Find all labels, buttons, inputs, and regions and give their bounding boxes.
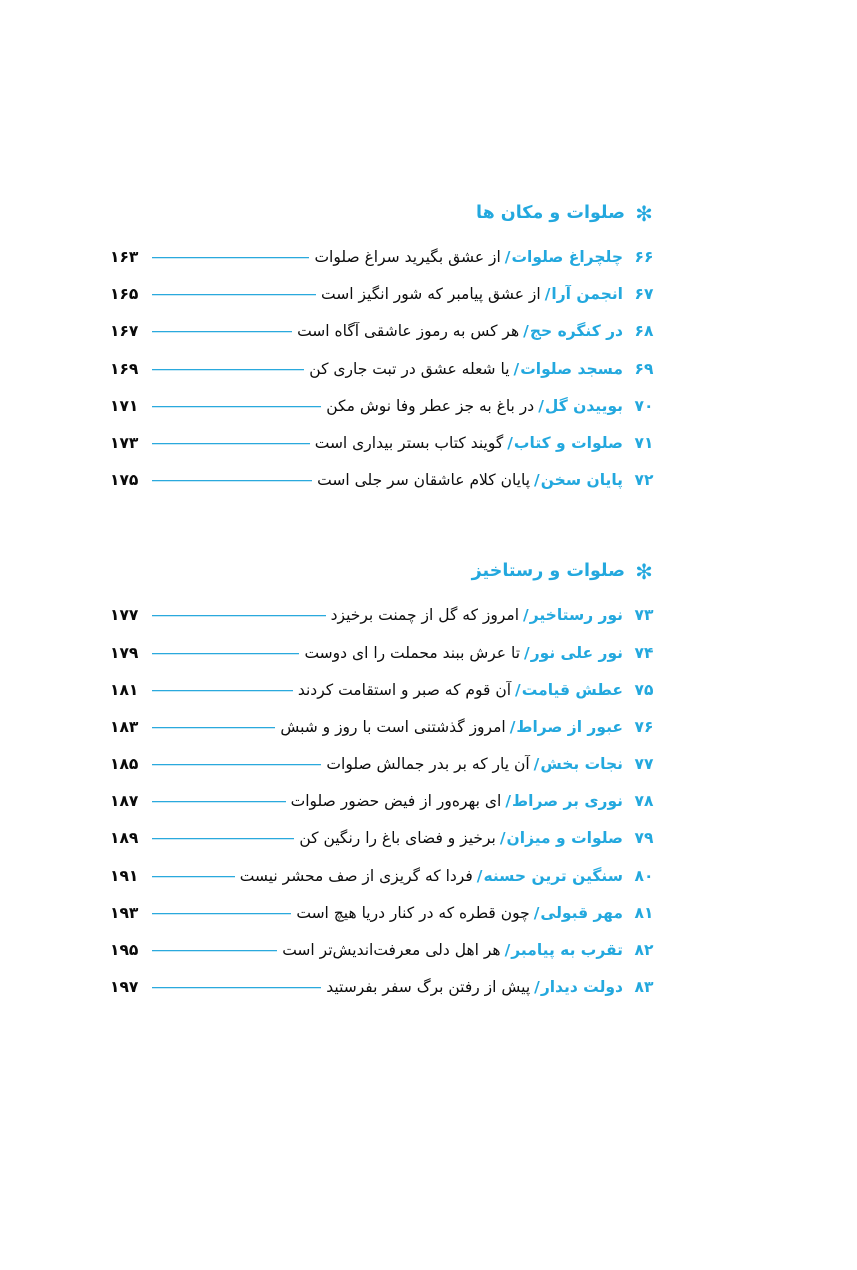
toc-entry[interactable] [110, 792, 661, 829]
entry-separator: / [509, 717, 516, 736]
toc-section [110, 196, 661, 508]
entry-subtitle: امروز گذشتنی است با روز و شبش [280, 717, 506, 736]
entry-number: ۷۵ [634, 680, 654, 699]
entry-separator: / [544, 285, 551, 304]
toc-entry[interactable] [110, 867, 661, 904]
entry-page-number: ۱۸۱ [110, 680, 139, 699]
entry-subtitle: ای بهره‌ور از فیض حضور صلوات [290, 792, 502, 811]
toc-entry-list [110, 606, 661, 1015]
leader-line [152, 406, 321, 407]
asterisk-icon: ✻ [635, 201, 653, 226]
entry-body [110, 718, 627, 736]
entry-subtitle: آن قوم که صبر و استقامت کردند [297, 680, 512, 699]
entry-title: مسجد صلوات [520, 359, 623, 378]
entry-title: عبور از صراط [516, 717, 623, 736]
entry-title: عطش قیامت [521, 680, 623, 699]
entry-number: ۶۶ [634, 248, 654, 266]
entry-subtitle: یا شعله عشق در تبت جاری کن [309, 359, 510, 378]
entry-separator: / [534, 978, 540, 997]
entry-subtitle: در باغ به جز عطر وفا نوش مکن [326, 396, 535, 415]
entry-text [315, 434, 627, 452]
entry-number: ۷۷ [634, 755, 654, 774]
entry-subtitle: فردا که گریزی از صف محشر نیست [239, 866, 473, 885]
entry-separator: / [523, 606, 529, 625]
toc-entry[interactable] [110, 941, 661, 978]
leader-line [152, 690, 293, 691]
entry-subtitle: پایان کلام عاشقان سر جلی است [317, 471, 531, 490]
entry-number: ۸۱ [634, 903, 654, 922]
entry-body [110, 397, 627, 415]
toc-entry[interactable] [110, 248, 661, 285]
entry-text [326, 978, 627, 996]
entry-page-number: ۱۹۳ [110, 903, 139, 922]
entry-subtitle: از عشق پیامبر که شور انگیز است [321, 285, 541, 304]
entry-subtitle: تا عرش ببند محملت را ای دوست [304, 643, 521, 662]
entry-title: سنگین ترین حسنه [483, 866, 623, 885]
leader-line [152, 801, 286, 802]
entry-body [110, 941, 627, 959]
toc-entry[interactable] [110, 285, 661, 322]
entry-subtitle: پیش از رفتن برگ سفر بفرستید [326, 978, 531, 997]
entry-subtitle: چون قطره که در کنار دریا هیچ است [296, 903, 530, 922]
entry-subtitle: گویند کتاب بستر بیداری است [314, 433, 504, 452]
entry-body [110, 248, 627, 266]
toc-entry[interactable] [110, 644, 661, 681]
entry-number: ۷۸ [634, 792, 654, 811]
entry-page-number: ۱۶۵ [110, 285, 139, 304]
entry-text [280, 718, 627, 736]
entry-body [110, 978, 627, 996]
entry-text [298, 681, 627, 699]
entry-page-number: ۱۷۵ [110, 471, 139, 490]
entry-title: صلوات و میزان [506, 829, 623, 848]
section-header [110, 554, 661, 588]
entry-title: مهر قبولی [540, 903, 623, 922]
entry-separator: / [505, 792, 512, 811]
entry-separator: / [515, 680, 521, 699]
entry-page-number: ۱۹۷ [110, 978, 139, 997]
entry-body [110, 829, 627, 847]
entry-text [297, 322, 627, 340]
entry-body [110, 792, 627, 810]
entry-body [110, 285, 627, 303]
toc-entry[interactable] [110, 322, 661, 359]
entry-page-number: ۱۶۳ [110, 248, 139, 266]
entry-number: ۷۰ [634, 396, 654, 415]
toc-entry-list [110, 248, 661, 508]
toc-entry[interactable] [110, 755, 661, 792]
entry-page-number: ۱۷۳ [110, 433, 139, 452]
entry-text [331, 606, 627, 624]
entry-text [309, 360, 627, 378]
entry-title: انجمن آرا [551, 285, 623, 304]
section-title: صلوات و مکان ها [476, 203, 625, 223]
entry-number: ۸۲ [634, 941, 654, 959]
entry-subtitle: برخیز و فضای باغ را رنگین کن [299, 829, 496, 848]
entry-subtitle: هر کس به رموز عاشقی آگاه است [297, 322, 520, 341]
leader-line [152, 727, 275, 728]
entry-page-number: ۱۸۳ [110, 717, 139, 736]
entry-number: ۸۳ [634, 978, 654, 997]
entry-title: نور علی نور [530, 643, 623, 662]
section-header [110, 196, 661, 230]
toc-entry[interactable] [110, 904, 661, 941]
entry-subtitle: از عشق بگیرید سراغ صلوات [314, 248, 501, 266]
toc-entry[interactable] [110, 718, 661, 755]
leader-line [152, 987, 321, 988]
entry-body [110, 904, 627, 922]
entry-text [326, 755, 627, 773]
entry-page-number: ۱۸۹ [110, 829, 139, 848]
entry-subtitle: آن یار که بر بدر جمالش صلوات [326, 755, 530, 774]
toc-entry[interactable] [110, 434, 661, 471]
entry-number: ۶۹ [634, 359, 654, 378]
toc-entry[interactable] [110, 978, 661, 1015]
entry-separator: / [513, 359, 520, 378]
entry-body [110, 434, 627, 452]
toc-entry[interactable] [110, 681, 661, 718]
entry-title: تقرب به پیامبر [511, 941, 623, 959]
entry-number: ۷۹ [634, 829, 654, 848]
entry-page-number: ۱۸۷ [110, 792, 139, 811]
entry-number: ۶۷ [634, 285, 654, 304]
entry-number: ۷۴ [634, 643, 654, 662]
entry-title: در کنگره حج [529, 322, 623, 341]
entry-text [240, 867, 627, 885]
entry-text [282, 941, 627, 959]
leader-line [152, 876, 235, 877]
leader-line [152, 913, 291, 914]
toc-entry[interactable] [110, 360, 661, 397]
leader-line [152, 331, 292, 332]
entry-separator: / [476, 866, 483, 885]
entry-text [317, 471, 627, 489]
entry-text [291, 792, 627, 810]
leader-line [152, 838, 294, 839]
entry-separator: / [504, 248, 511, 266]
entry-title: صلوات و کتاب [513, 433, 623, 452]
toc-entry[interactable] [110, 606, 661, 643]
entry-title: پایان سخن [540, 471, 623, 490]
entry-separator: / [533, 903, 540, 922]
entry-text [296, 904, 627, 922]
leader-line [152, 950, 277, 951]
entry-subtitle: امروز که گل از چمنت برخیزد [330, 606, 520, 625]
entry-text [326, 397, 627, 415]
entry-page-number: ۱۶۷ [110, 322, 139, 341]
entry-separator: / [524, 643, 530, 662]
leader-line [152, 369, 304, 370]
entry-body [110, 644, 627, 662]
entry-body [110, 681, 627, 699]
leader-line [152, 653, 299, 654]
entry-title: دولت دیدار [540, 978, 623, 997]
entry-subtitle: هر اهل دلی معرفت‌اندیش‌تر است [282, 941, 501, 959]
entry-number: ۶۸ [634, 322, 654, 341]
leader-line [152, 480, 312, 481]
leader-line [152, 615, 326, 616]
entry-title: نجات بخش [540, 755, 623, 774]
entry-number: ۷۳ [634, 606, 654, 625]
toc-section [110, 554, 661, 1015]
entry-number: ۸۰ [634, 866, 654, 885]
entry-body [110, 755, 627, 773]
entry-page-number: ۱۸۵ [110, 755, 139, 774]
entry-separator: / [523, 322, 529, 341]
leader-line [152, 294, 316, 295]
entry-body [110, 360, 627, 378]
asterisk-icon: ✻ [635, 559, 653, 584]
entry-separator: / [499, 829, 506, 848]
toc-entry[interactable] [110, 471, 661, 508]
entry-title: نوری بر صراط [512, 792, 623, 811]
table-of-contents [110, 196, 661, 1015]
entry-title: بوییدن گل [544, 396, 623, 415]
entry-text [321, 285, 627, 303]
entry-text [304, 644, 627, 662]
entry-page-number: ۱۹۵ [110, 941, 139, 959]
entry-page-number: ۱۷۷ [110, 606, 139, 625]
entry-body [110, 606, 627, 624]
entry-body [110, 322, 627, 340]
entry-number: ۷۶ [634, 717, 654, 736]
entry-separator: / [507, 433, 513, 452]
toc-entry[interactable] [110, 397, 661, 434]
entry-title: نور رستاخیر [529, 606, 623, 625]
entry-page-number: ۱۶۹ [110, 359, 139, 378]
entry-text [299, 829, 627, 847]
entry-page-number: ۱۹۱ [110, 866, 139, 885]
entry-number: ۷۱ [634, 433, 654, 452]
entry-page-number: ۱۷۱ [110, 396, 139, 415]
entry-number: ۷۲ [634, 471, 654, 490]
toc-entry[interactable] [110, 829, 661, 866]
entry-title: چلچراغ صلوات [511, 248, 623, 266]
leader-line [152, 764, 321, 765]
section-title: صلوات و رستاخیز [471, 561, 625, 582]
entry-body [110, 867, 627, 885]
entry-separator: / [533, 755, 540, 774]
entry-separator: / [538, 396, 544, 415]
entry-text [314, 248, 627, 266]
leader-line [152, 443, 310, 444]
leader-line [152, 257, 309, 258]
entry-separator: / [504, 941, 511, 959]
entry-page-number: ۱۷۹ [110, 643, 139, 662]
entry-body [110, 471, 627, 489]
entry-separator: / [534, 471, 540, 490]
